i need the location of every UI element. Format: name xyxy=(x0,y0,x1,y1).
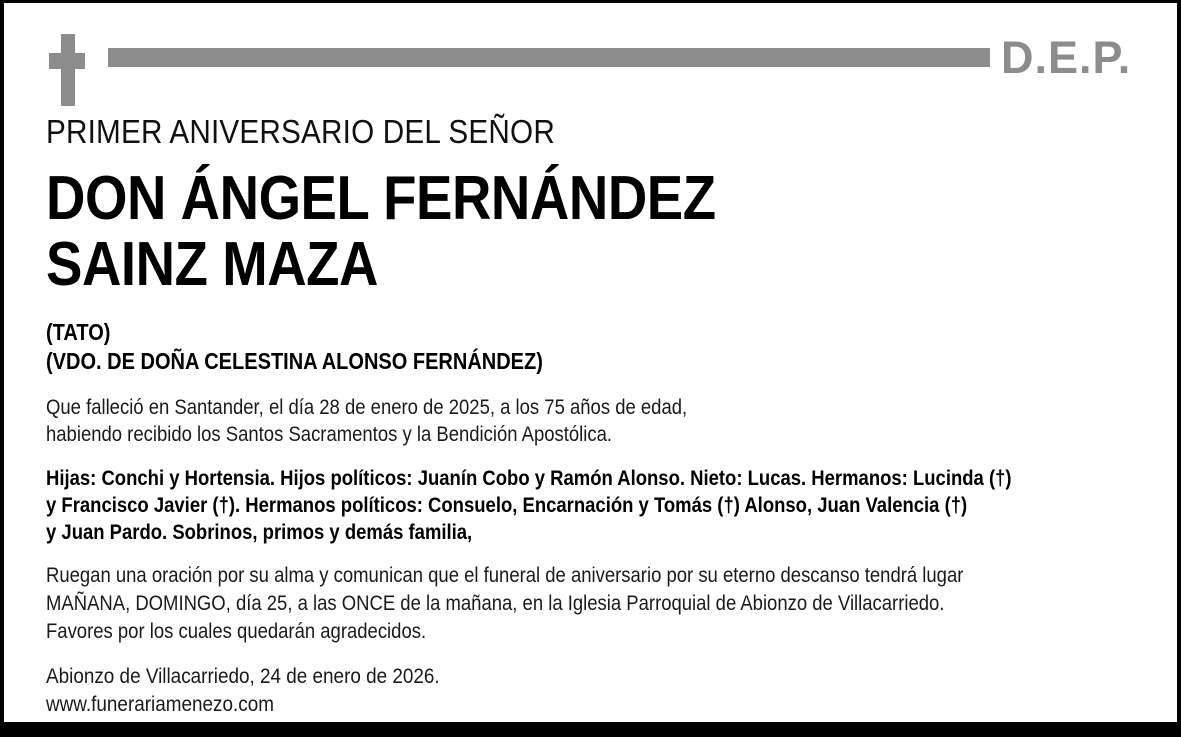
place-and-date: Abionzo de Villacarriedo, 24 de enero de 2026. xyxy=(46,665,440,688)
closing-block xyxy=(46,663,1027,719)
deceased-name-line1: DON ÁNGEL FERNÁNDEZ xyxy=(46,164,716,233)
funeral-details-line3: Favores por los cuales quedarán agradecidos. xyxy=(46,620,427,643)
death-details-line2: habiendo recibido los Santos Sacramentos y la Bendición Apostólica. xyxy=(46,423,613,446)
deceased-name xyxy=(46,166,1005,298)
family-list xyxy=(46,465,1012,546)
death-details-line1: Que falleció en Santander, el día 28 de enero de 2025, a los 75 años de edad, xyxy=(46,396,688,419)
deceased-name-line2: SAINZ MAZA xyxy=(46,230,379,299)
funeral-details-line2: MAÑANA, DOMINGO, día 25, a las ONCE de la mañana, en la Iglesia Parroquial de Abionzo de Villacarriedo. xyxy=(46,592,945,615)
notice-body xyxy=(46,112,1136,719)
dep-label: D.E.P. xyxy=(1001,32,1132,83)
latin-cross-icon xyxy=(49,34,85,106)
notice-header xyxy=(0,26,1181,98)
family-list-line1: Hijas: Conchi y Hortensia. Hijos políticos: Juanín Cobo y Ramón Alonso. Nieto: Lucas. Hermanos: Lucinda (†) xyxy=(46,467,1012,490)
alias-block xyxy=(46,318,1136,376)
funeral-details-line1: Ruegan una oración por su alma y comunican que el funeral de aniversario por su eterno descanso tendrá lugar xyxy=(46,564,964,587)
spouse-label: (VDO. DE DOÑA CELESTINA ALONSO FERNÁNDEZ) xyxy=(46,348,543,374)
notice-border-right xyxy=(1177,0,1181,722)
notice-border-top xyxy=(0,0,1181,3)
website-link[interactable]: www.funerariamenezo.com xyxy=(46,693,274,716)
death-details xyxy=(46,394,1005,448)
funeral-details xyxy=(46,562,1005,646)
header-rule xyxy=(108,48,990,67)
family-list-line2: y Francisco Javier (†). Hermanos políticos: Consuelo, Encarnación y Tomás (†) Alonso, Juan Valencia (†) xyxy=(46,494,968,517)
cross-stem xyxy=(61,34,75,106)
cross-arm xyxy=(49,53,85,69)
anniversary-kicker: PRIMER ANIVERSARIO DEL SEÑOR xyxy=(46,113,555,150)
nickname-label: (TATO) xyxy=(46,319,111,345)
notice-border-left xyxy=(0,0,4,722)
family-list-line3: y Juan Pardo. Sobrinos, primos y demás familia, xyxy=(46,521,473,544)
notice-border-bottom xyxy=(0,722,1181,737)
